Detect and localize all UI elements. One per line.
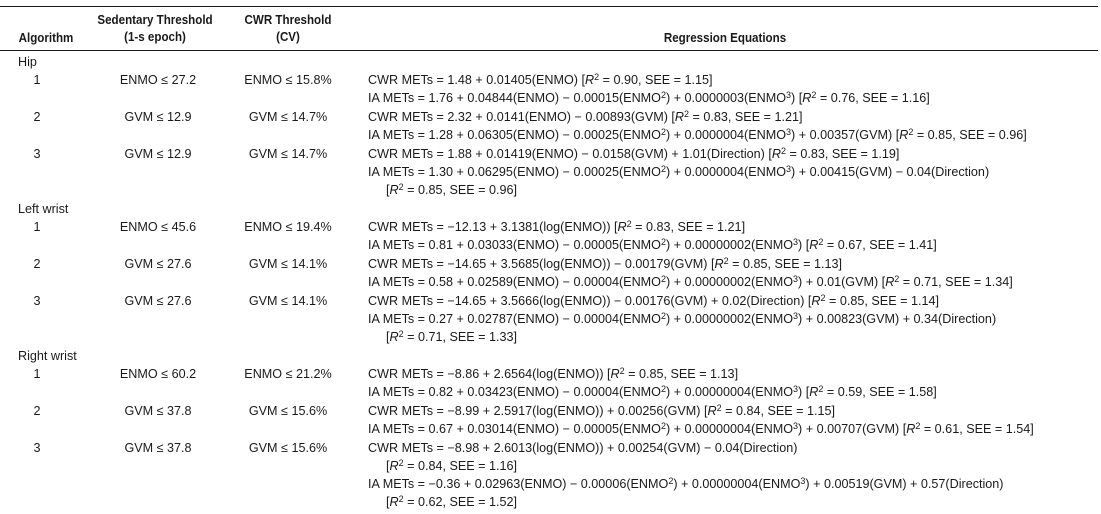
algorithm-number: 2 [33,110,41,124]
ia-equation: IA METs = 1.28 + 0.06305(ENMO) − $0.00025(ENMO^2)$ + $0.0000004(ENMO^3) + 0.00357(GVM) [R^2 = 0.85$, SEE = 0.96] [368,127,1027,142]
top-rule [0,6,1098,7]
cwr-threshold: GVM ≤ 14.7% [248,147,328,161]
sedentary-threshold: GVM ≤ 27.6 [124,294,192,308]
cwr-equation-continued: [$R^2 = 0.84$, SEE = 1.16] [386,458,518,473]
section-left-wrist: Left wrist [18,202,69,216]
cwr-equation: CWR METs = −8.86 + 2.6564(log(ENMO)) [$R^2 = 0.85$, SEE = 1.13] [368,366,739,381]
cwr-equation: CWR METs = −8.98 + 2.6013(log(ENMO)) + 0.00254(GVM) − 0.04(Direction) [368,441,798,455]
ia-equation: IA METs = −0.36 + 0.02963(ENMO) − $0.00006(ENMO^2)$ + $0.00000004(ENMO^3) + 0.00519(GVM)$ + 0.57(Direction) [368,476,1004,491]
algorithm-number: 2 [33,257,41,271]
ia-equation: IA METs = 0.81 + 0.03033(ENMO) − $0.00005(ENMO^2)$ + $0.00000002(ENMO^3) [R^2 = 0.67$, SEE = 1.41] [368,237,937,252]
ia-equation-continued: [$R^2 = 0.71$, SEE = 1.33] [386,329,518,344]
ia-equation: IA METs = 1.76 + 0.04844(ENMO) − $0.00015(ENMO^2)$ + $0.0000003(ENMO^3) [R^2 = 0.76$, SEE = 1.16] [368,90,930,105]
header-sedentary-threshold: Sedentary Threshold (1-s epoch) [97,13,213,44]
section-right-wrist: Right wrist [18,349,77,363]
cwr-threshold: GVM ≤ 14.1% [248,294,328,308]
ia-equation: IA METs = 1.30 + 0.06295(ENMO) − $0.00025(ENMO^2)$ + $0.0000004(ENMO^3) + 0.00415(GVM)$ − 0.04(Direction) [368,164,990,179]
algorithm-number: 1 [33,73,41,87]
algorithm-number: 1 [33,367,41,381]
ia-equation: IA METs = 0.27 + 0.02787(ENMO) − $0.00004(ENMO^2)$ + $0.00000002(ENMO^3) + 0.00823(GVM)$ + 0.34(Direction) [368,311,997,326]
cwr-threshold: GVM ≤ 15.6% [248,441,328,455]
algorithm-number: 3 [33,441,41,455]
algorithm-number: 3 [33,147,41,161]
ia-equation: IA METs = 0.67 + 0.03014(ENMO) − $0.00005(ENMO^2)$ + $0.00000004(ENMO^3) + 0.00707(GVM) [R^2 = 0.61$, SEE = 1.54] [368,421,1034,436]
cwr-threshold: ENMO ≤ 19.4% [244,220,332,234]
sedentary-threshold: GVM ≤ 12.9 [124,147,192,161]
section-hip: Hip [18,55,37,69]
cwr-equation: CWR METs = 2.32 + 0.0141(ENMO) − 0.00893(GVM) [$R^2 = 0.83$, SEE = 1.21] [368,109,803,124]
sedentary-threshold: GVM ≤ 12.9 [124,110,192,124]
algorithm-number: 1 [33,220,41,234]
sedentary-threshold: GVM ≤ 37.8 [124,441,192,455]
sedentary-threshold: GVM ≤ 27.6 [124,257,192,271]
cwr-equation: CWR METs = 1.48 + 0.01405(ENMO) [$R^2 = 0.90$, SEE = 1.15] [368,72,713,87]
cwr-equation: CWR METs = 1.88 + 0.01419(ENMO) − 0.0158(GVM) + 1.01(Direction) [$R^2 = 0.83$, SEE = 1.19] [368,146,900,161]
algorithm-number: 2 [33,404,41,418]
ia-equation: IA METs = 0.58 + 0.02589(ENMO) − $0.00004(ENMO^2)$ + $0.00000002(ENMO^3) + 0.01(GVM) [R^2 = 0.71$, SEE = 1.34] [368,274,1013,289]
cwr-equation: CWR METs = −14.65 + 3.5666(log(ENMO)) − 0.00176(GVM) + 0.02(Direction) [$R^2 = 0.85$, SEE = 1.14] [368,293,939,308]
header-cwr-threshold: CWR Threshold (CV) [244,13,332,44]
sedentary-threshold: GVM ≤ 37.8 [124,404,192,418]
cwr-threshold: GVM ≤ 14.7% [248,110,328,124]
ia-equation-continued: [$R^2 = 0.62$, SEE = 1.52] [386,494,518,509]
sedentary-threshold: ENMO ≤ 60.2 [119,367,197,381]
header-regression-equations: Regression Equations [663,31,787,45]
cwr-threshold: GVM ≤ 14.1% [248,257,328,271]
sedentary-threshold: ENMO ≤ 45.6 [119,220,197,234]
ia-equation: IA METs = 0.82 + 0.03423(ENMO) − $0.00004(ENMO^2)$ + $0.00000004(ENMO^3) [R^2 = 0.59$, SEE = 1.58] [368,384,937,399]
cwr-equation: CWR METs = −8.99 + 2.5917(log(ENMO)) + 0.00256(GVM) [$R^2 = 0.84$, SEE = 1.15] [368,403,836,418]
sedentary-threshold: ENMO ≤ 27.2 [119,73,197,87]
cwr-threshold: ENMO ≤ 21.2% [244,367,332,381]
cwr-equation: CWR METs = −12.13 + 3.1381(log(ENMO)) [$R^2 = 0.83$, SEE = 1.21] [368,219,746,234]
ia-equation-continued: [$R^2 = 0.85$, SEE = 0.96] [386,182,518,197]
header-rule [0,50,1098,51]
cwr-threshold: GVM ≤ 15.6% [248,404,328,418]
cwr-threshold: ENMO ≤ 15.8% [244,73,332,87]
header-algorithm: Algorithm [18,31,74,45]
cwr-equation: CWR METs = −14.65 + 3.5685(log(ENMO)) − 0.00179(GVM) [$R^2 = 0.85$, SEE = 1.13] [368,256,843,271]
algorithm-number: 3 [33,294,41,308]
